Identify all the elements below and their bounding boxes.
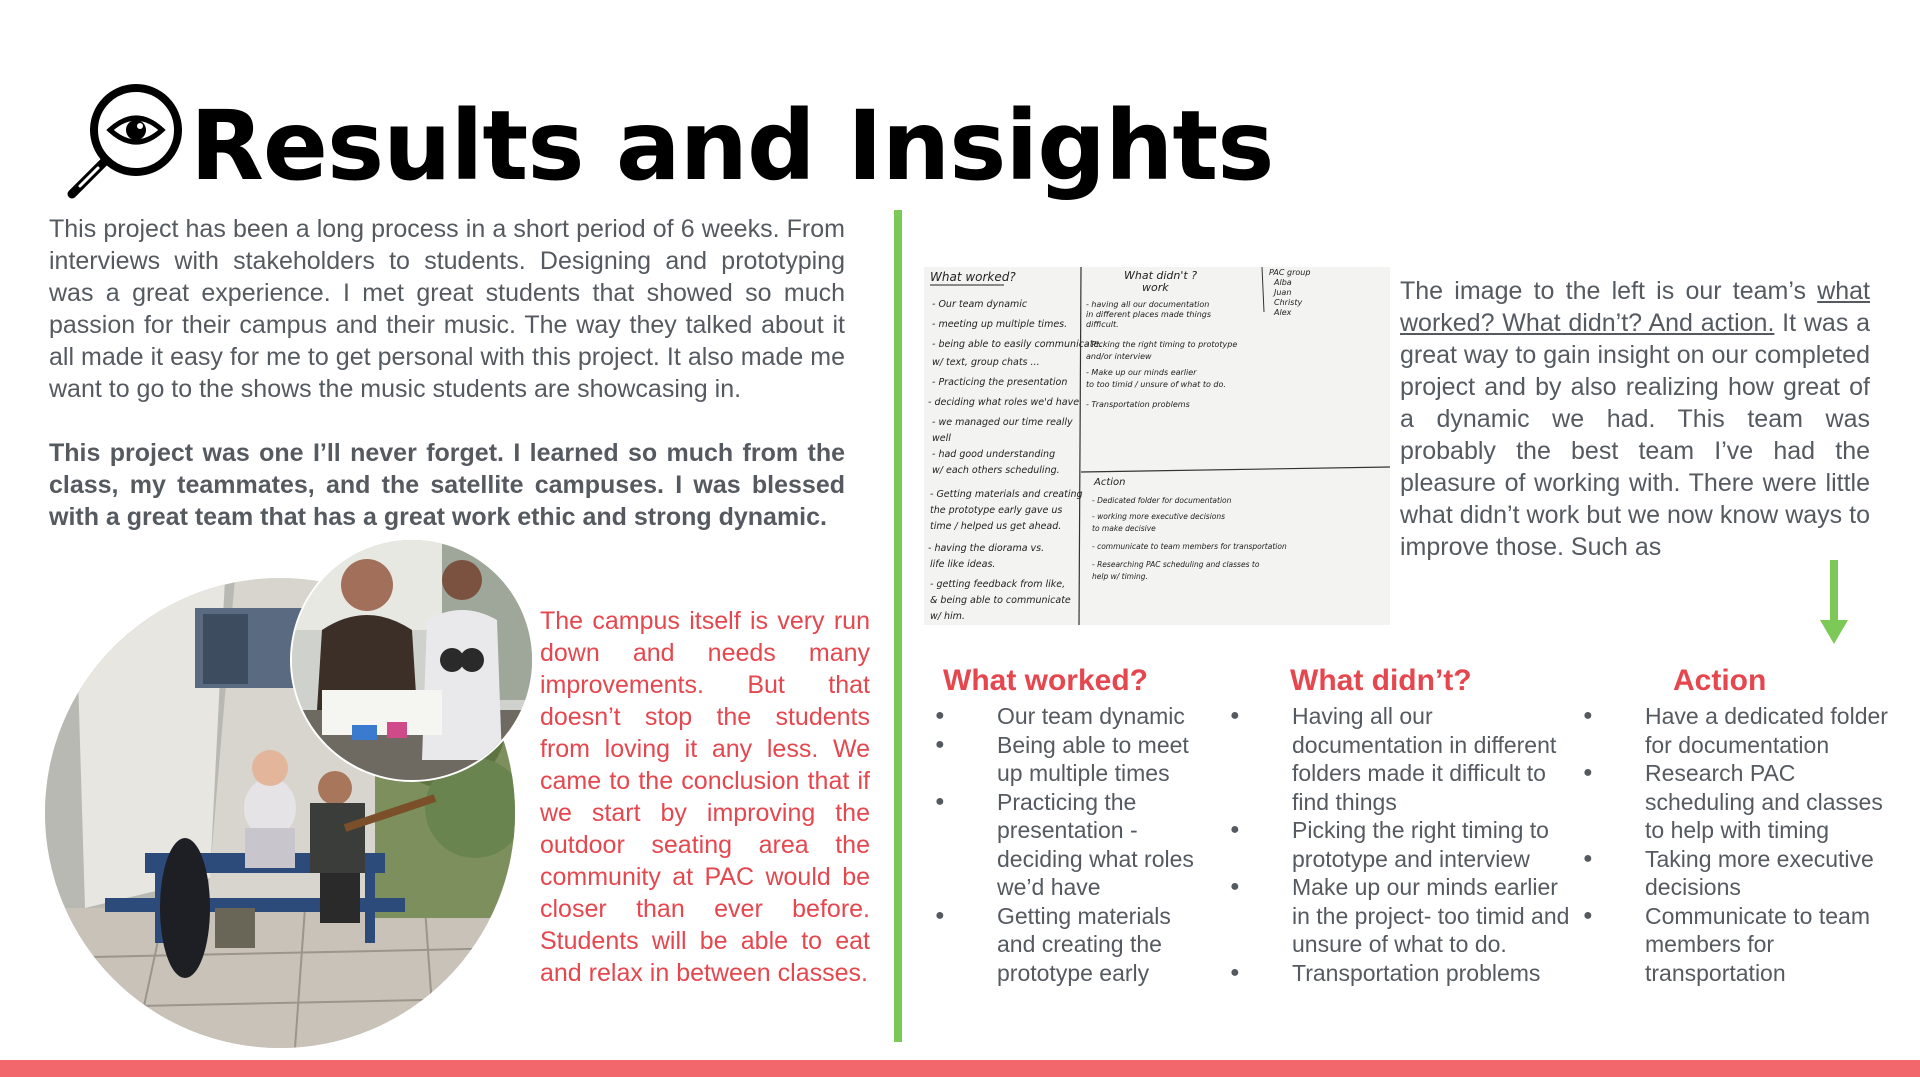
board-worked-line: - Practicing the presentation: [932, 377, 1068, 388]
board-didnt-heading-2: work: [1142, 281, 1169, 294]
board-worked-line: w/ text, group chats ...: [932, 357, 1040, 368]
board-worked-line: - meeting up multiple times.: [932, 319, 1068, 330]
action-heading: Action: [1673, 664, 1767, 697]
board-didnt-line: - Make up our minds earlier: [1086, 368, 1197, 377]
board-worked-line: w/ each others scheduling.: [932, 465, 1060, 476]
list-item: ● Make up our minds earlier in the project- too timid and unsure of what to do.: [1230, 873, 1570, 959]
campus-description: The campus itself is very run down and needs many improvements. But that doesn’t stop the students from loving it any less. We came to the conclusion that if we start by improving the outdoor seating area the community at PAC would be closer than ever before. Students will be able to eat and relax in between classes.: [540, 607, 870, 987]
board-group-label: PAC group: [1269, 268, 1311, 277]
board-worked-line: w/ him.: [930, 611, 965, 622]
intro-text: [49, 213, 845, 533]
board-group-name: Juan: [1274, 288, 1292, 297]
list-item: ● Our team dynamic: [935, 702, 1205, 731]
board-didnt-line: - Picking the right timing to prototype: [1086, 340, 1238, 349]
board-worked-line: - getting feedback from like,: [930, 579, 1066, 590]
board-worked-line: the prototype early gave us: [930, 505, 1063, 516]
list-item: ● Practicing the presentation - deciding what roles we’d have: [935, 788, 1205, 902]
board-group-name: Alba: [1274, 278, 1292, 287]
list-item: ● Research PAC scheduling and classes to help with timing: [1583, 759, 1908, 845]
list-item: ● Getting materials and creating the prototype early: [935, 902, 1205, 988]
board-worked-line: - being able to easily communicate.: [932, 339, 1103, 350]
board-worked-line: - Getting materials and creating: [930, 489, 1083, 500]
board-didnt-line: difficult.: [1086, 320, 1119, 329]
didnt-heading: What didn’t?: [1290, 664, 1472, 697]
reflection-underlined: what worked? What didn’t? And action.: [1400, 277, 1870, 337]
board-action-line: - Researching PAC scheduling and classes to: [1092, 560, 1260, 569]
board-action-line: help w/ timing.: [1092, 572, 1148, 581]
bottom-accent-bar: [0, 1060, 1920, 1077]
list-item: ● Communicate to team members for transportation: [1583, 902, 1908, 988]
intro-paragraph: This project has been a long process in a short period of 6 weeks. From interviews with stakeholders to students. Designing and prototyping was a great experience. I met great students that showed so much passion for their campus and their music. The way they talked about it all made it easy for me to get personal with this project. It also made me want to go to the shows the music students are showcasing in.: [49, 215, 845, 403]
board-didnt-heading: What didn't ?: [1124, 269, 1198, 282]
board-worked-line: time / helped us get ahead.: [930, 521, 1062, 532]
board-worked-line: life like ideas.: [930, 559, 996, 570]
magnifier-eye-icon: [58, 78, 188, 206]
board-didnt-line: and/or interview: [1086, 352, 1152, 361]
board-worked-heading: What worked?: [930, 270, 1016, 284]
didnt-list: [1230, 702, 1570, 987]
list-item: ● Transportation problems: [1230, 959, 1570, 988]
board-action-heading: Action: [1094, 477, 1126, 488]
board-didnt-line: in different places made things: [1086, 310, 1212, 319]
list-item: ● Having all our documentation in different folders made it difficult to find things: [1230, 702, 1570, 816]
board-worked-line: & being able to communicate: [930, 595, 1071, 606]
intro-paragraph-bold: This project was one I’ll never forget. I learned so much from the class, my teammates, and the satellite campuses. I was blessed with a great team that has a great work ethic and strong dynamic.: [49, 439, 845, 531]
board-action-line: to make decisive: [1092, 524, 1156, 533]
worked-list: [935, 702, 1205, 987]
reflection-text: [1400, 275, 1870, 563]
board-action-line: - communicate to team members for transportation: [1092, 542, 1287, 551]
board-worked-line: - Our team dynamic: [932, 299, 1028, 310]
action-list: [1583, 702, 1908, 987]
down-arrow-icon: [1820, 560, 1848, 644]
board-didnt-line: - Transportation problems: [1086, 400, 1190, 409]
board-didnt-line: - having all our documentation: [1086, 300, 1210, 309]
list-item: ● Picking the right timing to prototype and interview: [1230, 816, 1570, 873]
reflection-body: It was a great way to gain insight on our completed project and by also realizing how great of a dynamic we had. This team was probably the best team I’ve had the pleasure of working with. There were little what didn’t work but we now know ways to improve those. Such as: [1400, 309, 1871, 561]
page-title: Results and Insights: [190, 90, 1274, 202]
board-action-line: - working more executive decisions: [1092, 512, 1226, 521]
board-worked-line: - we managed our time really: [932, 417, 1073, 428]
worked-heading: What worked?: [943, 664, 1149, 697]
list-item: ● Taking more executive decisions: [1583, 845, 1908, 902]
board-worked-line: - deciding what roles we'd have: [928, 397, 1080, 408]
whiteboard-photo: [924, 267, 1390, 625]
list-item: ● Have a dedicated folder for documentation: [1583, 702, 1908, 759]
list-item: ● Being able to meet up multiple times: [935, 731, 1205, 788]
vertical-divider: [894, 210, 902, 1042]
reflection-intro: The image to the left is our team’s: [1400, 277, 1818, 305]
board-worked-line: - had good understanding: [932, 449, 1056, 460]
board-worked-line: - having the diorama vs.: [928, 543, 1045, 554]
board-action-line: - Dedicated folder for documentation: [1092, 496, 1232, 505]
board-didnt-line: to too timid / unsure of what to do.: [1086, 380, 1226, 389]
board-worked-line: well: [932, 433, 951, 444]
students-prototype-photo: [290, 538, 534, 782]
board-group-name: Alex: [1274, 308, 1292, 317]
board-group-name: Christy: [1274, 298, 1303, 307]
